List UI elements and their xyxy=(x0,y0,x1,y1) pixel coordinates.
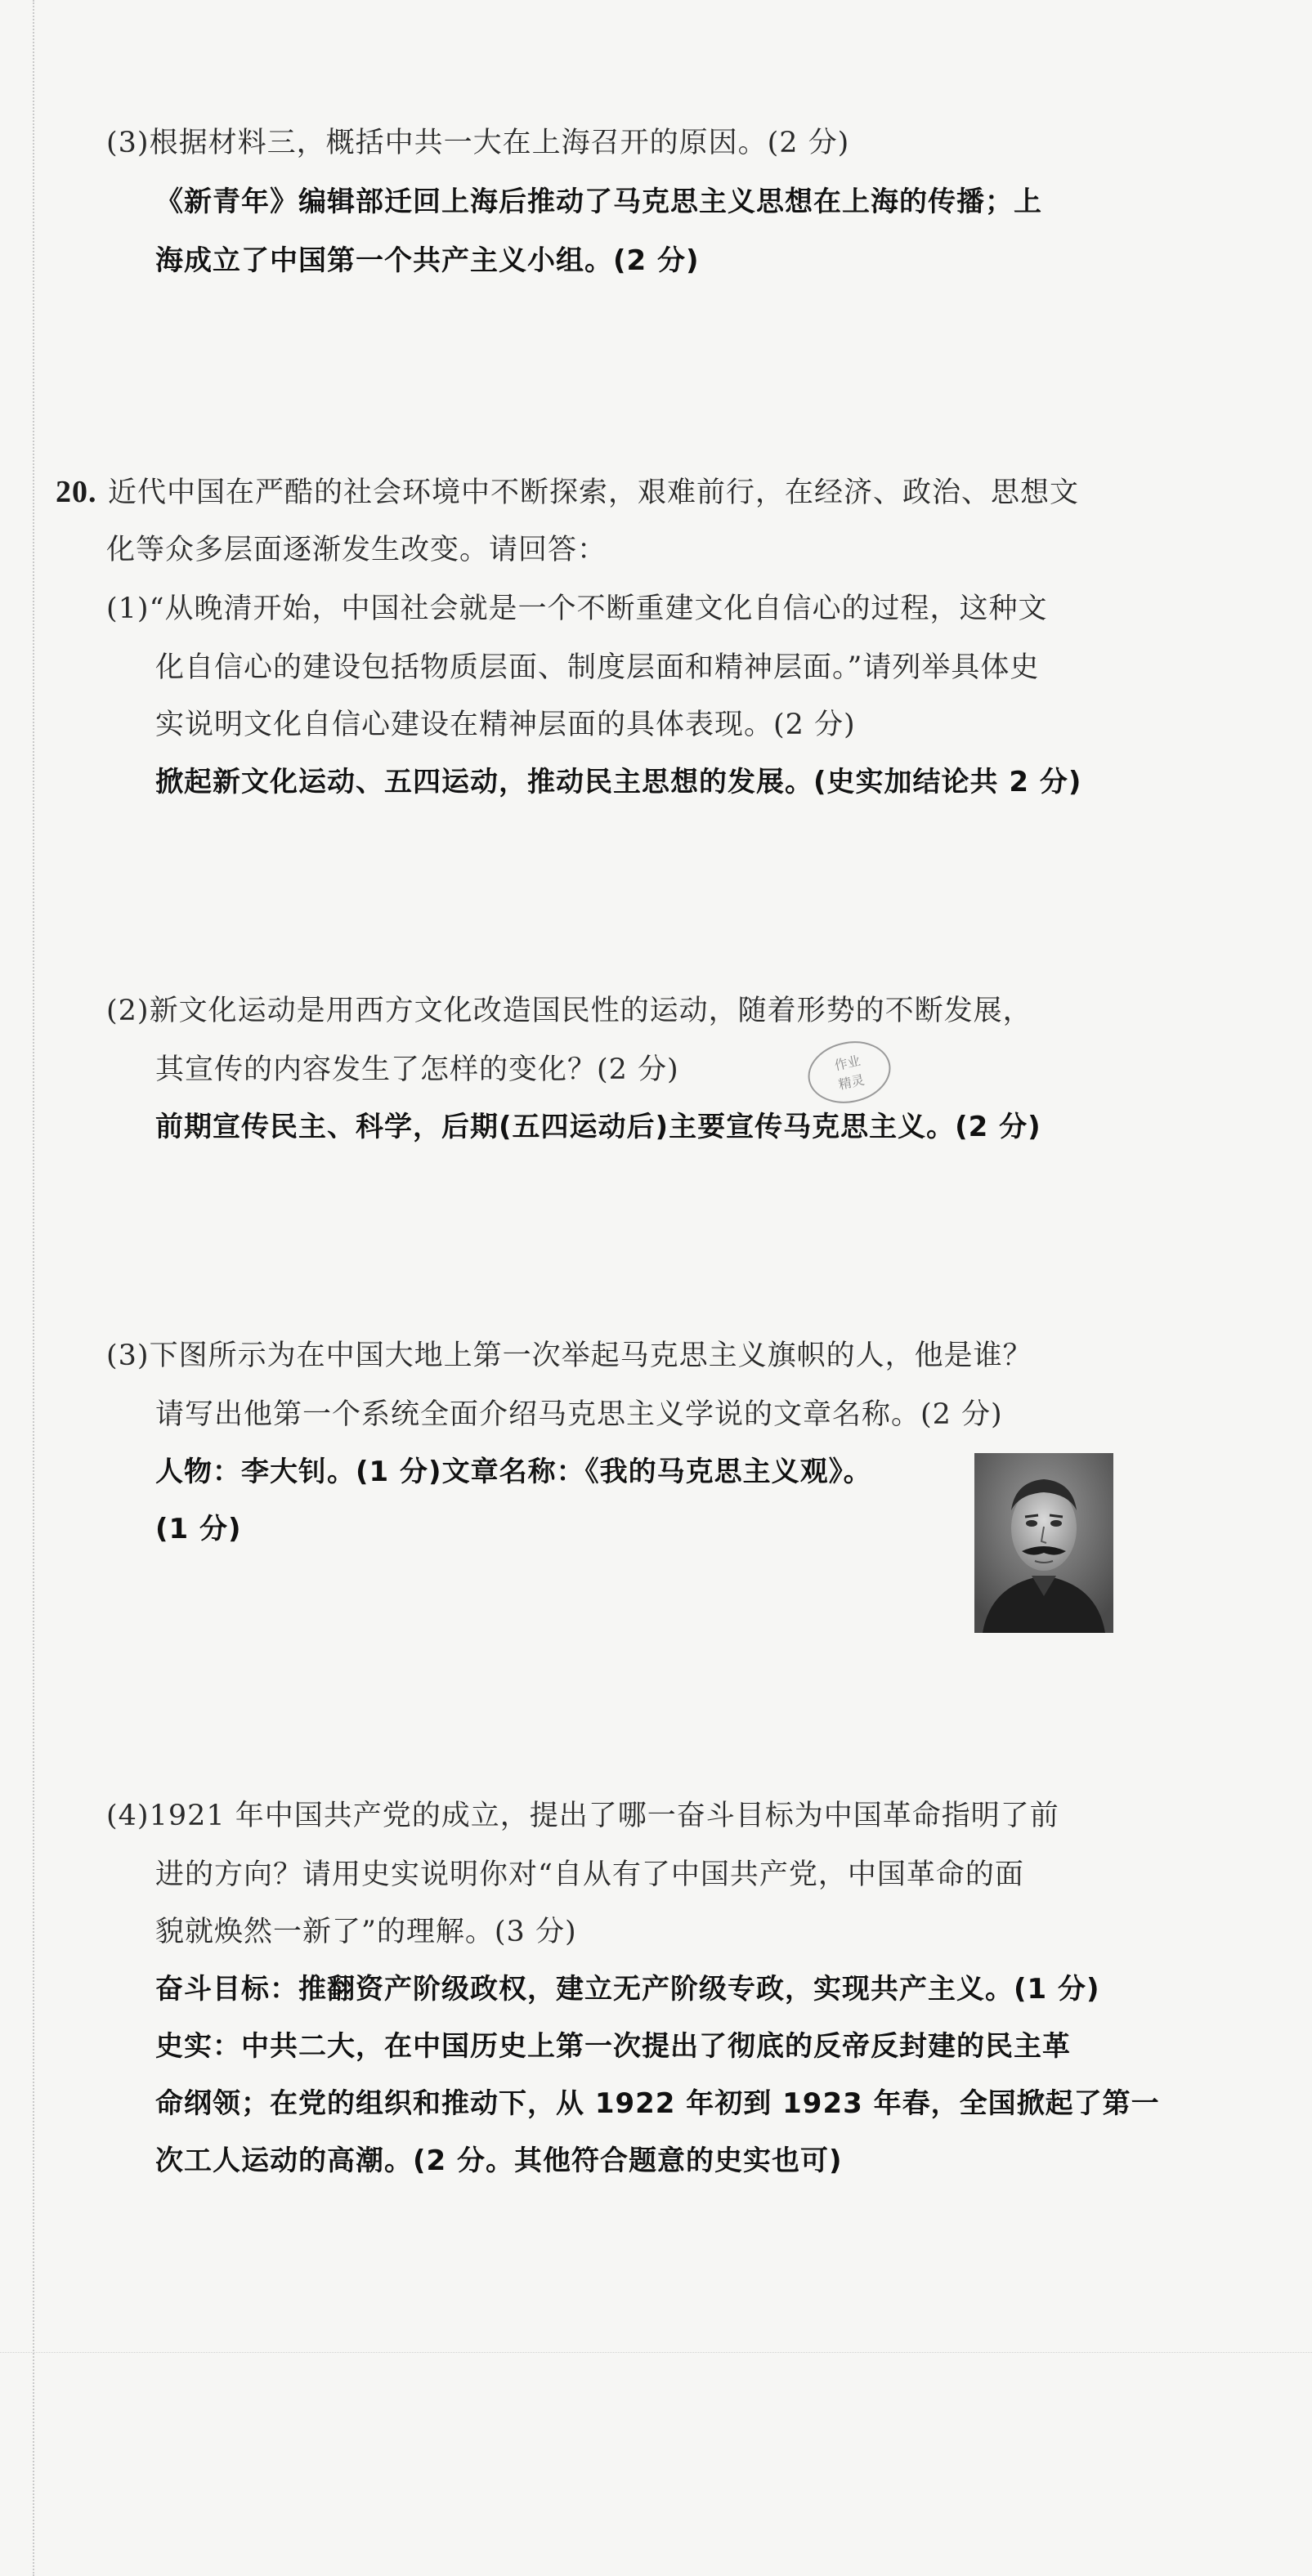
q20-4-answer-goal: 奋斗目标：推翻资产阶级政权，建立无产阶级专政，实现共产主义。(1 分) xyxy=(155,1973,1100,2006)
q19-3-answer-line-2: 海成立了中国第一个共产主义小组。(2 分) xyxy=(155,244,700,277)
q20-3-answer-line-1: 人物：李大钊。(1 分)文章名称：《我的马克思主义观》。 xyxy=(155,1456,872,1488)
q20-3-answer-line-2: (1 分) xyxy=(155,1513,242,1545)
q20-4-prompt-line-1: (4)1921 年中国共产党的成立，提出了哪一奋斗目标为中国革命指明了前 xyxy=(106,1800,1059,1832)
q20-3-prompt-line-1: (3)下图所示为在中国大地上第一次举起马克思主义旗帜的人，他是谁？ xyxy=(106,1339,1032,1372)
stamp-text-line-2: 精灵 xyxy=(836,1071,866,1093)
q20-1-prompt-line-1: (1)“从晚清开始，中国社会就是一个不断重建文化自信心的过程，这种文 xyxy=(106,593,1048,625)
q20-1-prompt-line-2: 化自信心的建设包括物质层面、制度层面和精神层面。”请列举具体史 xyxy=(155,651,1040,684)
q20-1-prompt-line-3: 实说明文化自信心建设在精神层面的具体表现。(2 分) xyxy=(155,709,856,741)
page-edge-dotted-line xyxy=(33,0,34,2576)
q20-2-answer: 前期宣传民主、科学，后期(五四运动后)主要宣传马克思主义。(2 分) xyxy=(155,1111,1041,1143)
q20-1-answer: 掀起新文化运动、五四运动，推动民主思想的发展。(史实加结论共 2 分) xyxy=(155,766,1082,798)
q20-stem-line-1: 近代中国在严酷的社会环境中不断探索，艰难前行，在经济、政治、思想文 xyxy=(108,476,1080,509)
bottom-dotted-rule xyxy=(0,2352,1312,2353)
portrait-photo xyxy=(974,1453,1113,1633)
q20-4-answer-fact-line-1: 史实：中共二大，在中国历史上第一次提出了彻底的反帝反封建的民主革 xyxy=(155,2030,1071,2063)
q20-4-prompt-line-2: 进的方向？请用史实说明你对“自从有了中国共产党，中国革命的面 xyxy=(155,1858,1024,1891)
q20-2-prompt-line-2: 其宣传的内容发生了怎样的变化？(2 分) xyxy=(155,1053,679,1086)
q20-stem-line-2: 化等众多层面逐渐发生改变。请回答： xyxy=(106,534,607,566)
q19-3-prompt: (3)根据材料三，概括中共一大在上海召开的原因。(2 分) xyxy=(106,127,850,159)
question-number-20: 20. xyxy=(56,475,97,509)
q20-4-prompt-line-3: 貌就焕然一新了”的理解。(3 分) xyxy=(155,1916,577,1948)
stamp-text-line-1: 作业 xyxy=(832,1053,862,1074)
homework-stamp-watermark xyxy=(805,1040,893,1105)
q20-2-prompt-line-1: (2)新文化运动是用西方文化改造国民性的运动，随着形势的不断发展， xyxy=(106,995,1032,1027)
q20-4-answer-fact-line-3: 次工人运动的高潮。(2 分。其他符合题意的史实也可) xyxy=(155,2144,843,2177)
q20-3-prompt-line-2: 请写出他第一个系统全面介绍马克思主义学说的文章名称。(2 分) xyxy=(155,1398,1003,1431)
q19-3-answer-line-1: 《新青年》编辑部迁回上海后推动了马克思主义思想在上海的传播；上 xyxy=(155,186,1042,218)
q20-4-answer-fact-line-2: 命纲领；在党的组织和推动下，从 1922 年初到 1923 年春，全国掀起了第一 xyxy=(155,2087,1160,2120)
